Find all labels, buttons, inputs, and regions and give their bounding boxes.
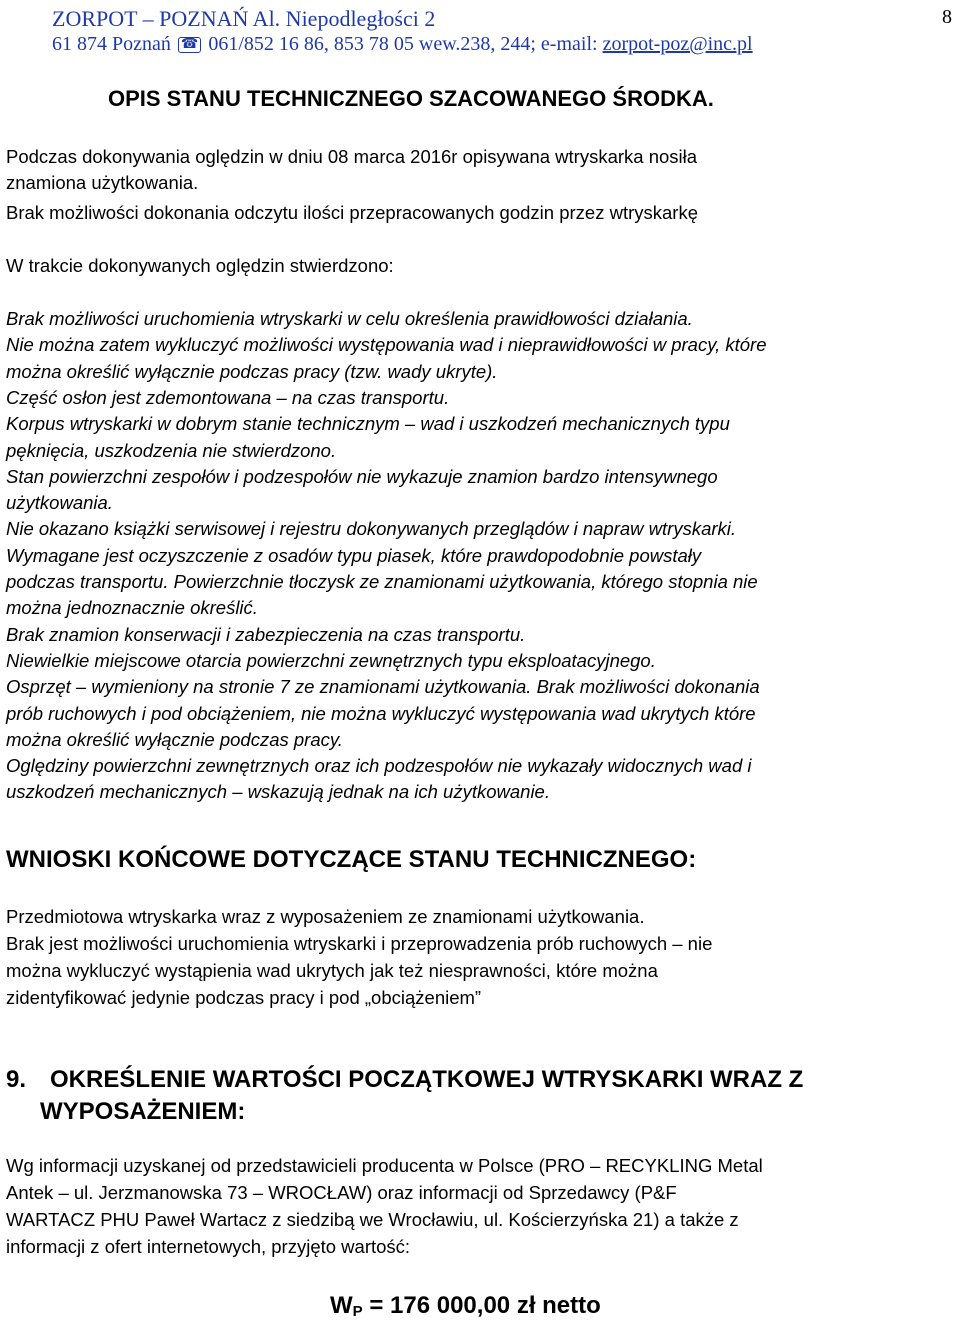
text-line: Brak znamion konserwacji i zabezpieczenia na czas transportu. (6, 623, 526, 645)
text-line: Brak jest możliwości uruchomienia wtryskarki i przeprowadzenia prób ruchowych – nie (6, 933, 713, 954)
section-title-condition: OPIS STANU TECHNICZNEGO SZACOWANEGO ŚRODKA. (108, 86, 714, 111)
text-line: Brak możliwości uruchomienia wtryskarki w celu określenia prawidłowości działania. (6, 308, 693, 329)
section-number: 9. (6, 1066, 27, 1093)
formula-subscript: P (352, 1303, 363, 1320)
text-line: można jednoznacznie określić. (6, 597, 258, 619)
text-line: zidentyfikować jedynie podczas pracy i pod „obciążeniem” (6, 987, 482, 1008)
text-line: Część osłon jest zdemontowana – na czas transportu. (6, 386, 450, 408)
text-line: Korpus wtryskarki w dobrym stanie technicznym – wad i uszkodzeń mechanicznych typu (6, 413, 730, 435)
section-title-value-1: OKREŚLENIE WARTOŚCI POCZĄTKOWEJ WTRYSKARKI WRAZ Z (50, 1066, 804, 1093)
text-line: informacji z ofert internetowych, przyjęto wartość: (6, 1236, 411, 1257)
email-link[interactable]: zorpot-poz@inc.pl (602, 33, 753, 55)
text-line: Podczas dokonywania oględzin w dniu 08 marca 2016r opisywana wtryskarka nosiła (6, 146, 698, 167)
text-line: Antek – ul. Jerzmanowska 73 – WROCŁAW) oraz informacji od Sprzedawcy (P&F (6, 1182, 677, 1203)
section-title-conclusions: WNIOSKI KOŃCOWE DOTYCZĄCE STANU TECHNICZNEGO: (6, 846, 697, 873)
text-line: Niewielkie miejscowe otarcia powierzchni zewnętrznych typu eksploatacyjnego. (6, 649, 656, 671)
text-line: można określić wyłącznie podczas pracy (tzw. wady ukryte). (6, 360, 498, 382)
header-line1: ZORPOT – POZNAŃ Al. Niepodległości 2 (52, 6, 436, 31)
text-line: pęknięcia, uszkodzenia nie stwierdzono. (6, 439, 337, 461)
text-line: Nie można zatem wykluczyć możliwości występowania wad i nieprawidłowości w pracy, które (6, 334, 767, 356)
text-line: uszkodzeń mechanicznych – wskazują jednak na ich użytkowanie. (6, 781, 550, 803)
formula-w: W (330, 1292, 353, 1319)
text-line: prób ruchowych i pod obciążeniem, nie można wykluczyć występowania wad ukrytych które (6, 702, 756, 724)
text-line: WARTACZ PHU Paweł Wartacz z siedzibą we Wrocławiu, ul. Kościerzyńska 21) a także z (6, 1209, 739, 1230)
header-city: 61 874 Poznań (52, 33, 171, 55)
text-line: Przedmiotowa wtryskarka wraz z wyposażeniem ze znamionami użytkowania. (6, 906, 645, 927)
text-line: Stan powierzchni zespołów i podzespołów nie wykazuje znamion bardzo intensywnego (6, 465, 718, 487)
phone-icon: ☎ (178, 37, 201, 53)
header-line2 (52, 33, 753, 56)
text-line: Nie okazano książki serwisowej i rejestru dokonywanych przeglądów i napraw wtryskarki. (6, 518, 737, 540)
text-line: Osprzęt – wymieniony na stronie 7 ze znamionami użytkowania. Brak możliwości dokonania (6, 676, 760, 698)
text-line: znamiona użytkowania. (6, 172, 199, 193)
text-line: można określić wyłącznie podczas pracy. (6, 728, 343, 750)
text-line: W trakcie dokonywanych oględzin stwierdzono: (6, 255, 394, 276)
text-line: podczas transportu. Powierzchnie tłoczysk ze znamionami użytkowania, którego stopnia nie (6, 571, 758, 592)
value-formula (330, 1292, 601, 1320)
text-line: Brak możliwości dokonania odczytu ilości przepracowanych godzin przez wtryskarkę (6, 202, 698, 223)
text-line: Oględziny powierzchni zewnętrznych oraz ich podzespołów nie wykazały widocznych wad i (6, 755, 752, 777)
header-contact: 061/852 16 86, 853 78 05 wew.238, 244; e-mail: (208, 33, 598, 55)
formula-value: = 176 000,00 zł netto (369, 1292, 601, 1319)
text-line: Wymagane jest oczyszczenie z osadów typu piasek, które prawdopodobnie powstały (6, 544, 702, 566)
text-line: użytkowania. (6, 492, 113, 514)
text-line: można wykluczyć wystąpienia wad ukrytych jak też niesprawności, które można (6, 960, 658, 981)
section-title-value-2: WYPOSAŻENIEM: (40, 1098, 246, 1125)
text-line: Wg informacji uzyskanej od przedstawicieli producenta w Polsce (PRO – RECYKLING Metal (6, 1155, 763, 1176)
page-number: 8 (942, 6, 952, 28)
